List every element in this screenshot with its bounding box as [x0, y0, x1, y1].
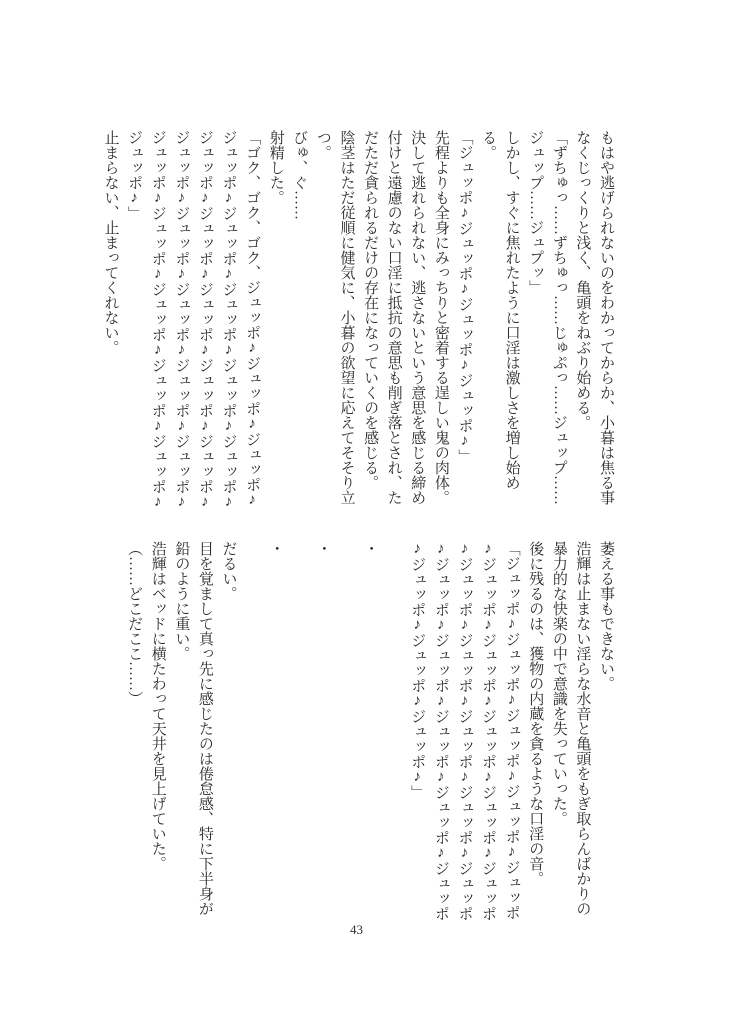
separator-dot: ・: [362, 541, 379, 556]
text-line: 先程よりも全身にみっちりと密着する逞しい鬼の肉体。: [432, 130, 449, 505]
text-block-bottom: [122, 541, 617, 921]
blank-line: [287, 541, 311, 921]
text-line: る。: [480, 130, 497, 160]
text-line: だるい。: [220, 541, 237, 601]
text-line: 萎える事もできない。: [598, 541, 614, 691]
text-line: 暴力的な快楽の中で意識を失っていった。: [550, 541, 567, 826]
text-line: しかし、すぐに焦れたように口淫は激しさを増し始め: [503, 130, 520, 490]
text-line: なくじっくりと浅く、亀頭をねぶり始める。: [574, 130, 591, 430]
text-line: 止まらない、止まってくれない。: [102, 130, 119, 355]
page-number: 43: [350, 922, 363, 937]
text-line: もはや逃げられないのをわかってからか、小暮は焦る事: [598, 130, 614, 505]
separator-dot: ・: [314, 541, 331, 556]
text-line: ジュッポ♪」: [126, 130, 143, 221]
text-line: ♪ジュッポ♪ジュッポ♪ジュッポ♪ジュッポ♪ジュッポ: [456, 541, 473, 921]
text-line: ジュップ……ジュプッ」: [527, 130, 544, 295]
text-line: 鉛のように重い。: [173, 541, 190, 661]
text-line: 「ジュッポ♪ジュッポ♪ジュッポ♪ジュッポ♪」: [456, 130, 473, 464]
text-line: ♪ジュッポ♪ジュッポ♪ジュッポ♪ジュッポ♪ジュッポ: [432, 541, 449, 921]
text-line: ジュッポ♪ジュッポ♪ジュッポ♪ジュッポ♪ジュッポ♪: [173, 130, 190, 510]
text-line: 「ゴク、ゴク、ゴク、ジュッポ♪ジュッポ♪ジュッポ♪: [244, 130, 261, 508]
text-line: ジュッポ♪ジュッポ♪ジュッポ♪ジュッポ♪ジュッポ♪: [149, 130, 166, 510]
text-line: ♪ジュッポ♪ジュッポ♪ジュッポ♪ジュッポ♪ジュッポ: [480, 541, 497, 921]
text-line: （……どこだここ……）: [126, 541, 143, 706]
blank-line: [240, 541, 264, 921]
text-line: ♪ジュッポ♪ジュッポ♪ジュッポ♪」: [409, 541, 426, 800]
text-line: 「ずちゅっ……ずちゅっ……じゅぷっ……ジュップ……: [550, 130, 567, 505]
blank-line: [381, 541, 405, 921]
text-line: びゅ、ぐ……: [291, 130, 308, 220]
text-line: 決して逃れられない、逃さないという意思を感じる締め: [409, 130, 426, 505]
text-line: 付けと遠慮のない口淫に抵抗の意思も削ぎ落とされ、た: [385, 130, 402, 505]
text-line: 後に残るのは、獲物の内蔵を貪るような口淫の音。: [527, 541, 544, 886]
blank-line: [334, 541, 358, 921]
text-line: 浩輝は止まない淫らな水音と亀頭をもぎ取らんばかりの: [574, 541, 591, 916]
text-line: つ。: [314, 130, 331, 160]
text-line: 目を覚まして真っ先に感じたのは倦怠感、特に下半身が: [196, 541, 213, 916]
text-line: 浩輝はベッドに横たわって天井を見上げていた。: [149, 541, 166, 871]
text-line: 「ジュッポ♪ジュッポ♪ジュッポ♪ジュッポ♪ジュッポ: [503, 541, 520, 920]
separator-dot: ・: [267, 541, 284, 556]
text-line: 射精した。: [267, 130, 284, 205]
text-line: だただ貪られるだけの存在になっていくのを感じる。: [362, 130, 379, 490]
text-line: ジュッポ♪ジュッポ♪ジュッポ♪ジュッポ♪ジュッポ♪: [196, 130, 213, 510]
text-line: ジュッポ♪ジュッポ♪ジュッポ♪ジュッポ♪ジュッポ♪: [220, 130, 237, 510]
text-line: 陰茎はただ従順に健気に、小暮の欲望に応えてそそり立: [338, 130, 355, 505]
text-block-top: [98, 130, 617, 510]
